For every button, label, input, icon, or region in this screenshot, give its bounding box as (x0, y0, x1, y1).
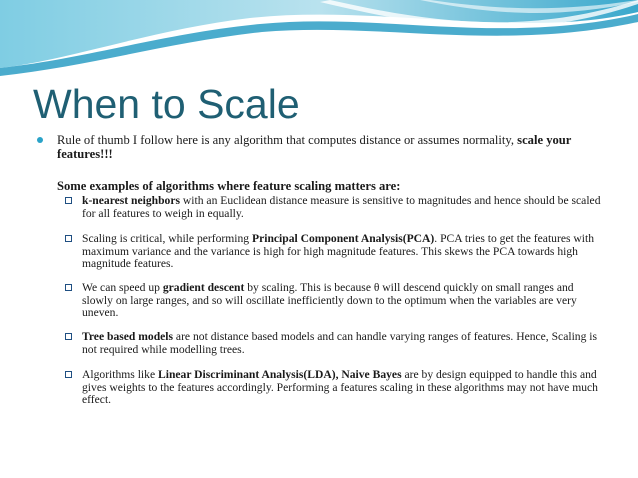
list-item-text: Algorithms like Linear Discriminant Analysis(LDA), Naive Bayes are by design equipped to handle this and gives weights to the features accordingly. Performing a features scaling in these algorithms may not have much effect. (82, 368, 598, 406)
list-item-text: Scaling is critical, while performing Principal Component Analysis(PCA). PCA tries to get the features with maximum variance and the variance is high for high magnitude features. This skews the PCA towards high magnitude features. (82, 232, 595, 270)
examples-subheading: Some examples of algorithms where feature scaling matters are: (57, 179, 401, 193)
list-item-text: k-nearest neighbors with an Euclidean distance measure is sensitive to magnitudes and hence should be scaled for all features to weigh in equally. (82, 194, 601, 220)
checkbox-bullet-icon (65, 284, 72, 291)
header-wave-decoration (0, 0, 638, 80)
main-point-text (57, 134, 612, 161)
checkbox-bullet-icon (65, 371, 72, 378)
list-item-text: We can speed up gradient descent by scaling. This is because θ will descend quickly on small ranges and slowly on large ranges, and so will oscillate inefficiently down to the optimum when the variables are very uneven. (82, 281, 577, 319)
main-point-plain: Rule of thumb I follow here is any algorithm that computes distance or assumes normality, (57, 133, 518, 147)
list-item-text: Tree based models are not distance based models and can handle varying ranges of features. Hence, Scaling is not required while modelling trees. (82, 330, 598, 356)
slide-title: When to Scale (33, 81, 300, 127)
checkbox-bullet-icon (65, 197, 72, 204)
checkbox-bullet-icon (65, 333, 72, 340)
checkbox-bullet-icon (65, 235, 72, 242)
main-point-bold: scale your features!!! (57, 133, 572, 161)
bullet-dot-icon (37, 137, 43, 143)
